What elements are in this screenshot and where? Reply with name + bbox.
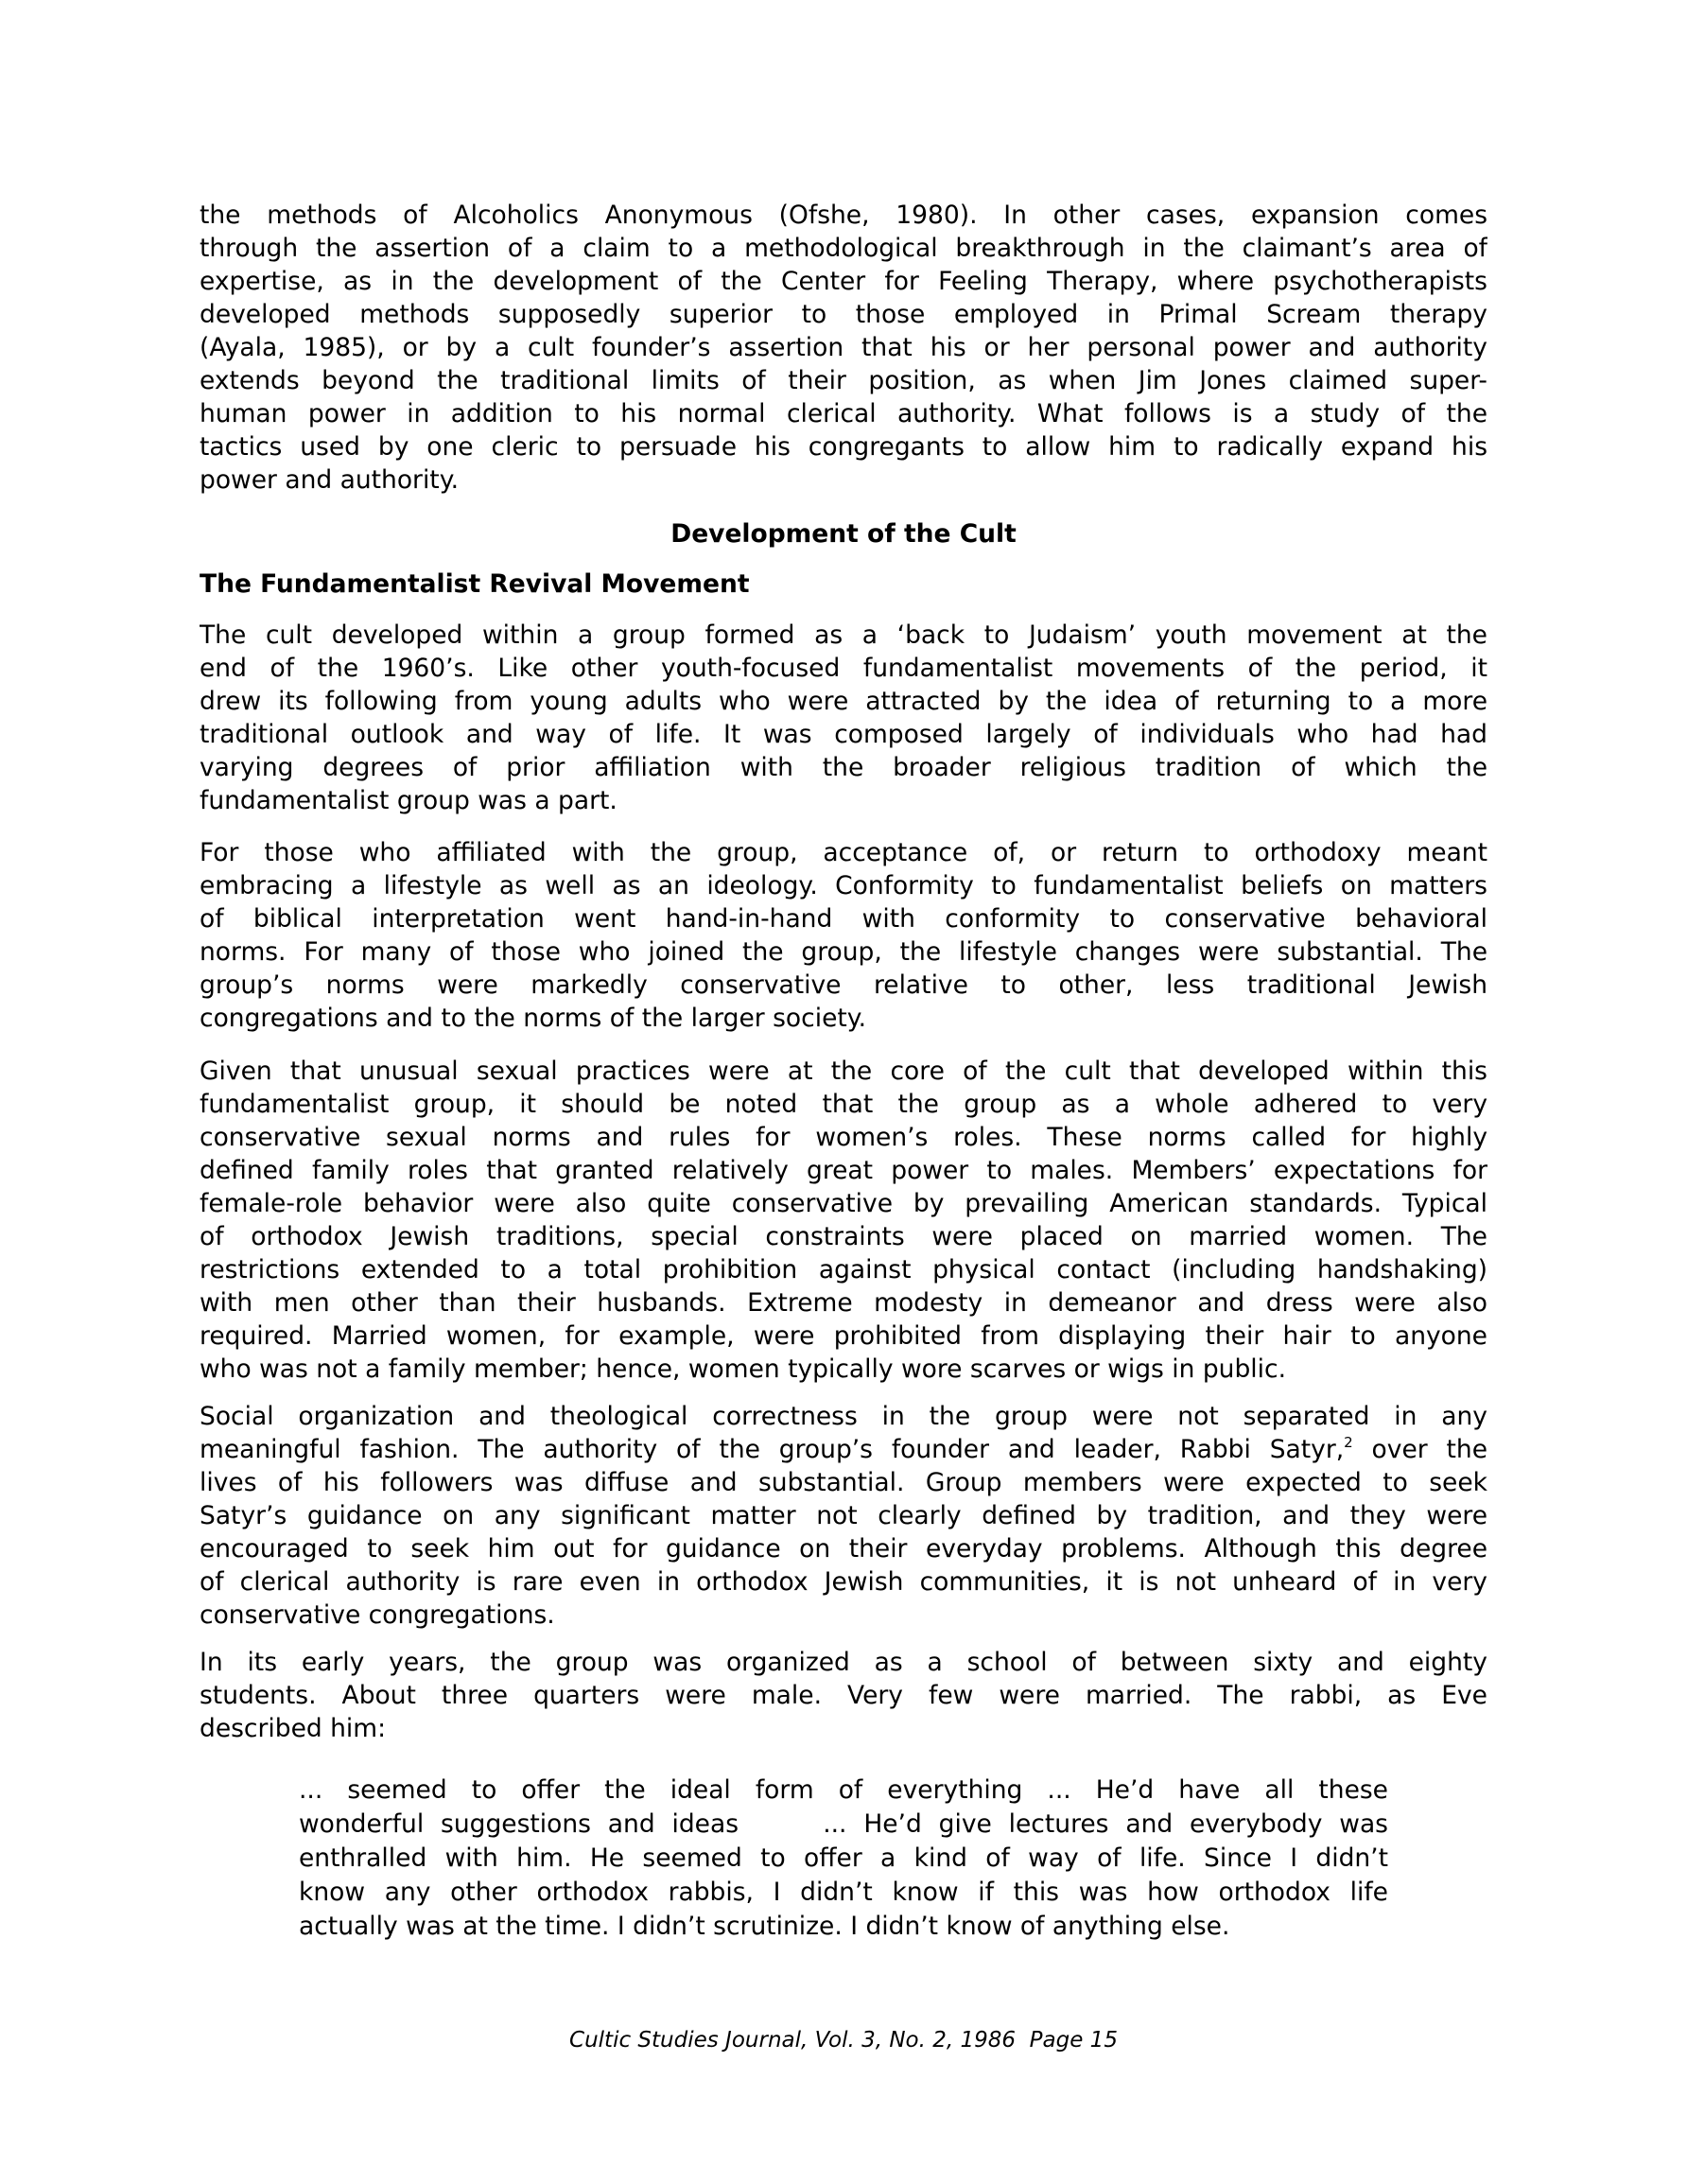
text-line: tactics used by one cleric to persuade his congregants to allow him to radically expand his [200, 432, 1487, 462]
section-heading: Development of the Cult [670, 519, 1017, 549]
paragraph [200, 836, 1487, 1035]
text-line: expertise, as in the development of the Center for Feeling Therapy, where psychotherapists [200, 267, 1487, 296]
quote-line: ... seemed to offer the ideal form of everything ... He’d have all these [299, 1775, 1388, 1805]
text-line: described him: [200, 1714, 387, 1743]
text-line: restrictions extended to a total prohibition against physical contact (including handshaking) [200, 1255, 1487, 1284]
text-line: of clerical authority is rare even in orthodox Jewish communities, it is not unheard of in very [200, 1567, 1487, 1597]
text-line: conservative congregations. [200, 1600, 555, 1630]
paragraph [200, 619, 1487, 817]
text-fragment: over the [1352, 1435, 1487, 1464]
paragraph [200, 1055, 1487, 1386]
text-line: conservative sexual norms and rules for women’s roles. These norms called for highly [200, 1123, 1487, 1152]
text-line: fundamentalist group, it should be noted that the group as a whole adhered to very [200, 1090, 1487, 1119]
text-line: group’s norms were markedly conservative relative to other, less traditional Jewish [200, 970, 1487, 1000]
text-line: Given that unusual sexual practices were at the core of the cult that developed within this [200, 1057, 1487, 1086]
text-line: developed methods supposedly superior to those employed in Primal Scream therapy [200, 300, 1487, 329]
text-line: defined family roles that granted relatively great power to males. Members’ expectations for [200, 1156, 1487, 1185]
text-line [200, 1433, 1487, 1466]
text-line: The cult developed within a group formed as a ‘back to Judaism’ youth movement at the [200, 620, 1487, 650]
footnote-reference[interactable]: 2 [1344, 1434, 1353, 1451]
text-line: encouraged to seek him out for guidance on their everyday problems. Although this degree [200, 1534, 1487, 1564]
text-fragment: meaningful fashion. The authority of the group’s founder and leader, Rabbi Satyr, [200, 1435, 1345, 1464]
text-line: students. About three quarters were male. Very few were married. The rabbi, as Eve [200, 1681, 1487, 1710]
text-line: embracing a lifestyle as well as an ideology. Conformity to fundamentalist beliefs on matters [200, 871, 1487, 900]
text-line: of orthodox Jewish traditions, special constraints were placed on married women. The [200, 1222, 1487, 1251]
quote-line: actually was at the time. I didn’t scrutinize. I didn’t know of anything else. [299, 1912, 1230, 1941]
text-line: varying degrees of prior affiliation with the broader religious tradition of which the [200, 753, 1487, 782]
text-line: power and authority. [200, 465, 460, 495]
text-line: who was not a family member; hence, women typically wore scarves or wigs in public. [200, 1354, 1286, 1384]
text-line: the methods of Alcoholics Anonymous (Ofshe, 1980). In other cases, expansion comes [200, 201, 1487, 230]
text-line: extends beyond the traditional limits of their position, as when Jim Jones claimed super- [200, 366, 1487, 395]
text-line: female-role behavior were also quite conservative by prevailing American standards. Typical [200, 1189, 1487, 1218]
paragraph [200, 1400, 1487, 1632]
text-line: norms. For many of those who joined the group, the lifestyle changes were substantial. The [200, 937, 1487, 967]
text-line: human power in addition to his normal clerical authority. What follows is a study of the [200, 399, 1487, 428]
text-line: of biblical interpretation went hand-in-hand with conformity to conservative behavioral [200, 904, 1487, 934]
text-line: fundamentalist group was a part. [200, 786, 617, 815]
text-line: Satyr’s guidance on any significant matter not clearly defined by tradition, and they were [200, 1501, 1487, 1530]
quote-line: enthralled with him. He seemed to offer a kind of way of life. Since I didn’t [299, 1843, 1388, 1873]
page-footer: Cultic Studies Journal, Vol. 3, No. 2, 1986 Page 15 [569, 2028, 1118, 2053]
text-line: For those who affiliated with the group, acceptance of, or return to orthodoxy meant [200, 838, 1487, 867]
subsection-heading: The Fundamentalist Revival Movement [200, 569, 750, 599]
text-line: with men other than their husbands. Extreme modesty in demeanor and dress were also [200, 1288, 1487, 1318]
block-quote [299, 1773, 1388, 1944]
quote-line: know any other orthodox rabbis, I didn’t know if this was how orthodox life [299, 1878, 1388, 1907]
text-line: congregations and to the norms of the larger society. [200, 1004, 867, 1033]
paragraph [200, 1646, 1487, 1745]
text-line: lives of his followers was diffuse and substantial. Group members were expected to seek [200, 1468, 1487, 1497]
paragraph-intro [200, 199, 1487, 497]
text-line: In its early years, the group was organized as a school of between sixty and eighty [200, 1648, 1487, 1677]
text-line: Social organization and theological correctness in the group were not separated in any [200, 1402, 1487, 1431]
text-line: through the assertion of a claim to a methodological breakthrough in the claimant’s area of [200, 234, 1487, 263]
text-line: required. Married women, for example, were prohibited from displaying their hair to anyone [200, 1321, 1487, 1351]
text-line: drew its following from young adults who were attracted by the idea of returning to a more [200, 687, 1487, 716]
text-line: (Ayala, 1985), or by a cult founder’s assertion that his or her personal power and authority [200, 333, 1487, 362]
quote-line: wonderful suggestions and ideas ... He’d give lectures and everybody was [299, 1809, 1388, 1839]
text-line: end of the 1960’s. Like other youth-focused fundamentalist movements of the period, it [200, 654, 1487, 683]
text-line: traditional outlook and way of life. It was composed largely of individuals who had had [200, 720, 1487, 749]
